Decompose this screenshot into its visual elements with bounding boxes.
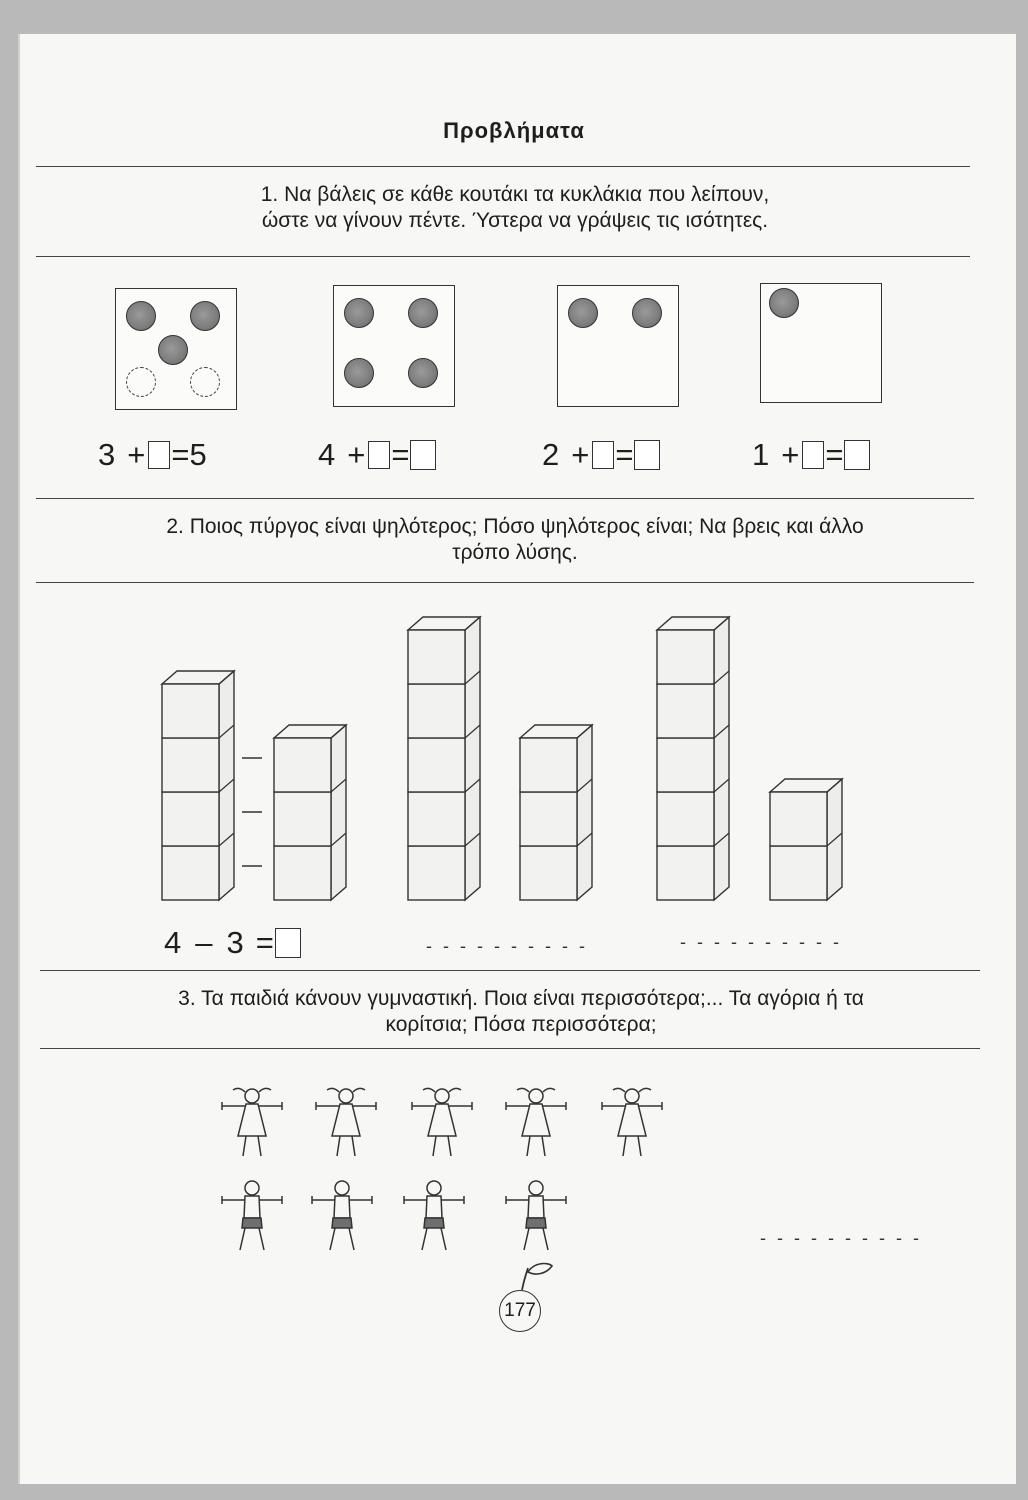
divider [36, 498, 974, 499]
cube [520, 846, 577, 900]
boy-figure [312, 1181, 372, 1250]
legs [524, 1228, 548, 1250]
towers-equation [164, 926, 302, 960]
dot-box[interactable] [557, 285, 679, 407]
eq-plus: + [571, 437, 590, 472]
girl-figure [412, 1088, 472, 1156]
head [427, 1181, 441, 1195]
problem-1-line-2: ώστε να γίνουν πέντε. Ύστερα να γράψεις τις ισότητες. [261, 209, 769, 232]
shorts [526, 1218, 546, 1228]
cube [657, 846, 714, 900]
cube [408, 684, 465, 738]
cube [408, 792, 465, 846]
tower-side [331, 725, 346, 900]
eq-term: 1 [752, 437, 770, 472]
divider [40, 1048, 980, 1049]
eq-equals: = [255, 925, 274, 960]
answer-box[interactable] [844, 440, 870, 470]
cube [408, 738, 465, 792]
problem-1-text [40, 182, 990, 234]
filled-circle [769, 288, 799, 318]
cube [657, 684, 714, 738]
dot-box[interactable] [115, 288, 237, 410]
filled-circle [190, 301, 220, 331]
dashed-circle[interactable] [190, 367, 220, 397]
filled-circle [344, 358, 374, 388]
answer-box[interactable] [410, 440, 436, 470]
eq-minus: – [195, 925, 213, 960]
cube [162, 792, 219, 846]
cube [770, 792, 827, 846]
shorts [242, 1218, 262, 1228]
problem-1-line-1: 1. Να βάλεις σε κάθε κουτάκι τα κυκλάκια που λείπουν, [260, 183, 770, 206]
answer-box[interactable] [275, 928, 301, 958]
legs [527, 1136, 545, 1156]
problem-3-line-1: 3. Τα παιδιά κάνουν γυμναστική. Ποια είναι περισσότερα;... Τα αγόρια ή τα [178, 987, 864, 1010]
filled-circle [408, 298, 438, 328]
tower [274, 725, 346, 900]
answer-box[interactable] [802, 441, 824, 469]
eq-term: 3 [98, 437, 116, 472]
problem-2-text [40, 514, 990, 566]
problem-2-line-1: 2. Ποιος πύργος είναι ψηλότερος; Πόσο ψηλότερος είναι; Να βρεις και άλλο [166, 515, 864, 538]
cube [520, 792, 577, 846]
dot-box[interactable] [760, 283, 882, 403]
boy-figure [404, 1181, 464, 1250]
eq-equals: = [171, 437, 190, 472]
answer-box[interactable] [368, 441, 390, 469]
eq-equals: = [615, 437, 634, 472]
boy-figure [506, 1181, 566, 1250]
dress [428, 1104, 456, 1136]
cube [657, 630, 714, 684]
divider [36, 582, 974, 583]
cube [520, 738, 577, 792]
dress [238, 1104, 266, 1136]
legs [337, 1136, 355, 1156]
eq-term-a: 4 [164, 925, 182, 960]
boy-figure [222, 1181, 282, 1250]
tower [657, 617, 729, 900]
divider [36, 166, 970, 167]
cube [162, 846, 219, 900]
filled-circle [568, 298, 598, 328]
tower-side [465, 617, 480, 900]
equation [542, 438, 661, 472]
answer-box[interactable] [148, 441, 170, 469]
eq-result: 5 [189, 437, 207, 472]
head [339, 1089, 353, 1103]
torso [334, 1196, 350, 1218]
head [435, 1089, 449, 1103]
girl-figure [316, 1088, 376, 1156]
answer-blank-1[interactable]: - - - - - - - - - - [426, 936, 588, 956]
eq-plus: + [127, 437, 146, 472]
cube [162, 684, 219, 738]
tower [162, 671, 234, 900]
head [625, 1089, 639, 1103]
tower-side [714, 617, 729, 900]
answer-blank-3[interactable]: - - - - - - - - - - [760, 1228, 922, 1248]
legs [240, 1228, 264, 1250]
legs [422, 1228, 446, 1250]
filled-circle [632, 298, 662, 328]
eq-equals: = [391, 437, 410, 472]
cube [274, 738, 331, 792]
cube [657, 738, 714, 792]
tower [520, 725, 592, 900]
equation [752, 438, 871, 472]
dashed-circle[interactable] [126, 367, 156, 397]
dress [618, 1104, 646, 1136]
eq-plus: + [347, 437, 366, 472]
answer-blank-2[interactable]: - - - - - - - - - - [680, 932, 842, 952]
cube [408, 846, 465, 900]
shorts [332, 1218, 352, 1228]
filled-circle [158, 335, 188, 365]
head [529, 1089, 543, 1103]
divider [40, 970, 980, 971]
eq-term: 4 [318, 437, 336, 472]
dot-box[interactable] [333, 285, 455, 407]
leaf-icon [516, 1260, 556, 1294]
tower-side [577, 725, 592, 900]
head [245, 1089, 259, 1103]
girl-figure [222, 1088, 282, 1156]
equation [98, 438, 207, 472]
cube [274, 792, 331, 846]
filled-circle [126, 301, 156, 331]
problem-3-line-2: κορίτσια; Πόσα περισσότερα; [385, 1013, 657, 1036]
legs [330, 1228, 354, 1250]
divider [36, 256, 970, 257]
problem-2-line-2: τρόπο λύσης. [452, 541, 578, 564]
filled-circle [408, 358, 438, 388]
legs [433, 1136, 451, 1156]
dress [332, 1104, 360, 1136]
tower [408, 617, 480, 900]
problem-3-text [46, 986, 996, 1038]
girl-figure [506, 1088, 566, 1156]
answer-box[interactable] [634, 440, 660, 470]
page-title: Προβλήματα [443, 118, 585, 143]
tower [770, 779, 842, 900]
torso [528, 1196, 544, 1218]
page-number: 177 [499, 1290, 541, 1332]
girl-figure [602, 1088, 662, 1156]
torso [426, 1196, 442, 1218]
towers-illustration [0, 590, 1028, 930]
head [529, 1181, 543, 1195]
cube [770, 846, 827, 900]
equation [318, 438, 437, 472]
dress [522, 1104, 550, 1136]
head [335, 1181, 349, 1195]
shorts [424, 1218, 444, 1228]
answer-box[interactable] [592, 441, 614, 469]
head [245, 1181, 259, 1195]
legs [623, 1136, 641, 1156]
eq-term-b: 3 [226, 925, 244, 960]
cube [657, 792, 714, 846]
filled-circle [344, 298, 374, 328]
eq-term: 2 [542, 437, 560, 472]
legs [243, 1136, 261, 1156]
torso [244, 1196, 260, 1218]
cube [162, 738, 219, 792]
eq-equals: = [825, 437, 844, 472]
cube [274, 846, 331, 900]
eq-plus: + [781, 437, 800, 472]
cube [408, 630, 465, 684]
